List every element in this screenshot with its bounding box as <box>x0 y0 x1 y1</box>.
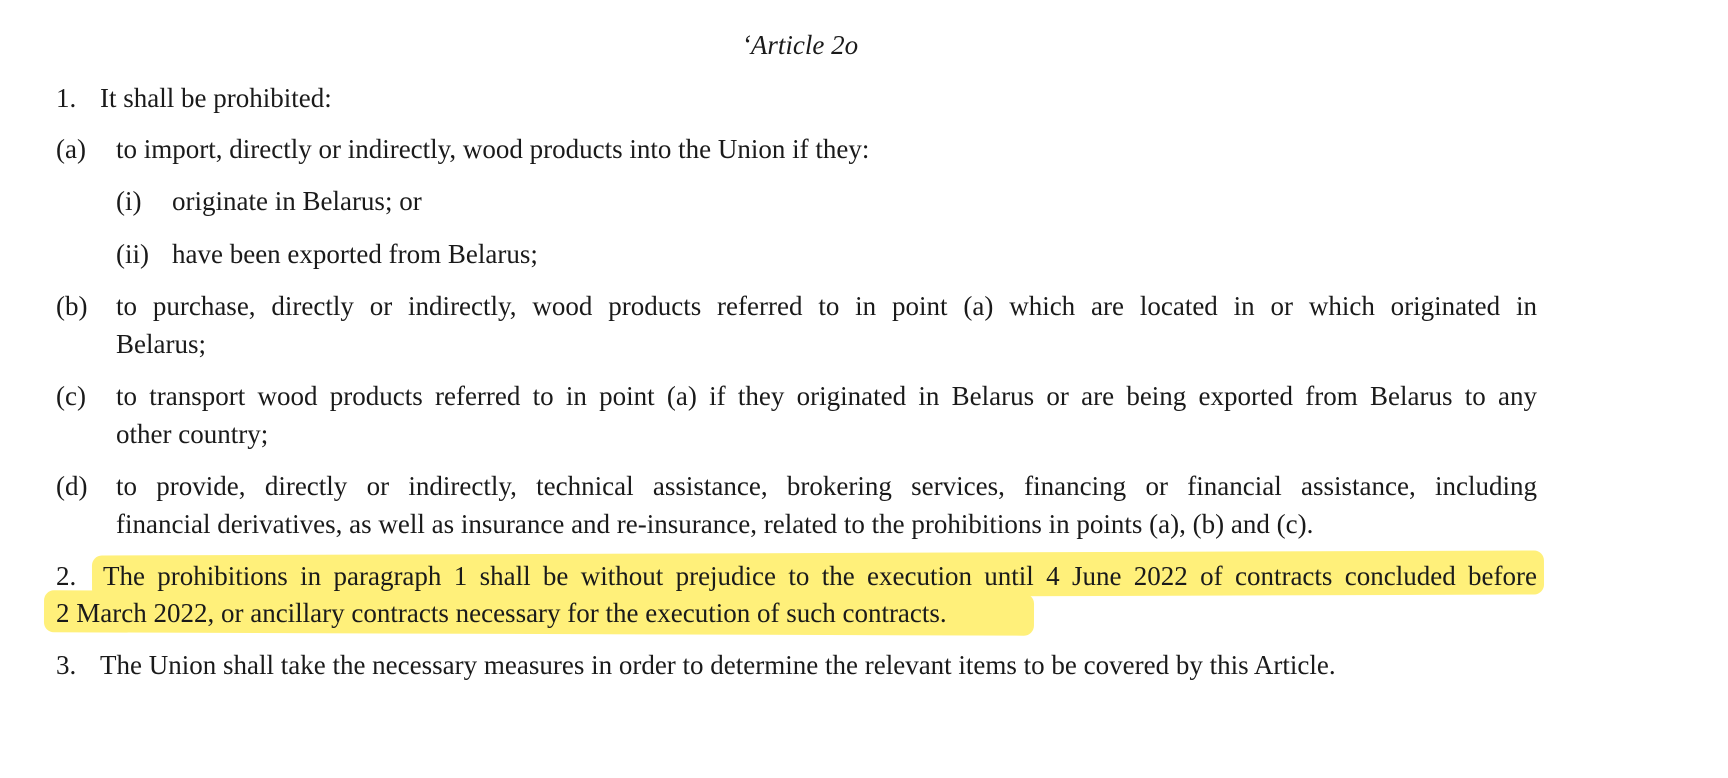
point-b-text-line1: to purchase, directly or indirectly, wood products referred to in point (a) which are located in or which originated in <box>116 291 1537 321</box>
paragraph-2-text-line2: 2 March 2022, or ancillary contracts necessary for the execution of such contracts. <box>56 598 947 628</box>
paragraph-3-text: The Union shall take the necessary measures in order to determine the relevant items to be covered by this Article. <box>100 650 1336 680</box>
paragraph-1-number: 1. <box>56 83 77 113</box>
point-b-text-line2: Belarus; <box>116 329 206 359</box>
subpoint-ii-label: (ii) <box>116 239 149 269</box>
point-d-label: (d) <box>56 471 88 501</box>
subpoint-i-label: (i) <box>116 186 142 216</box>
paragraph-2-number: 2. <box>56 561 77 591</box>
point-c-text-line1: to transport wood products referred to in point (a) if they originated in Belarus or are being exported from Belarus to any <box>116 381 1537 411</box>
subpoint-i-text: originate in Belarus; or <box>172 186 422 216</box>
point-c-text-line2: other country; <box>116 419 269 449</box>
paragraph-3-number: 3. <box>56 650 77 680</box>
paragraph-1-text: It shall be prohibited: <box>100 83 332 113</box>
point-d-text-line1: to provide, directly or indirectly, technical assistance, brokering services, financing or financial assistance, including <box>116 471 1537 501</box>
point-a-text: to import, directly or indirectly, wood products into the Union if they: <box>116 134 870 164</box>
point-c-label: (c) <box>56 381 86 411</box>
subpoint-ii-text: have been exported from Belarus; <box>172 239 538 269</box>
point-d-text-line2: financial derivatives, as well as insurance and re-insurance, related to the prohibitions in points (a), (b) and (c). <box>116 509 1314 539</box>
point-a-label: (a) <box>56 134 86 164</box>
point-b-label: (b) <box>56 291 88 321</box>
article-title: ‘Article 2o <box>741 30 859 60</box>
paragraph-2-text-line1: The prohibitions in paragraph 1 shall be without prejudice to the execution until 4 June 2022 of contracts concluded before <box>103 561 1537 591</box>
